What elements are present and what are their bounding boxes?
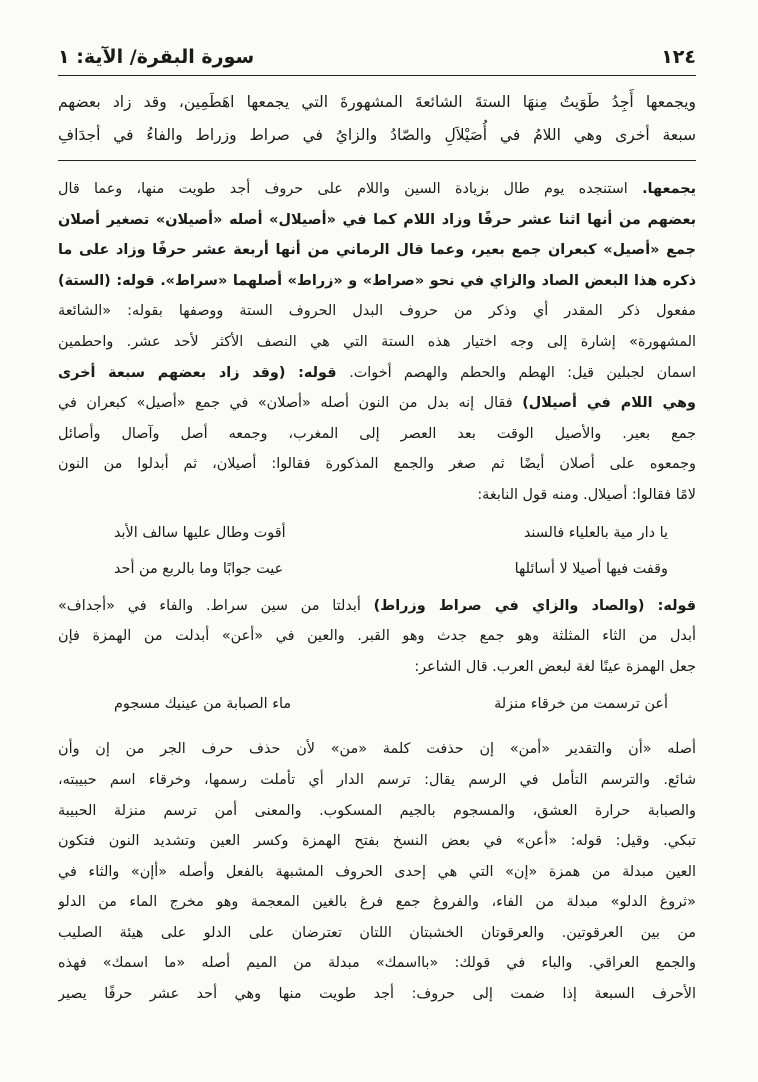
poetry-verse bbox=[58, 686, 696, 722]
commentary-line: المشهورة» إشارة إلى وجه اختيار هذه الستة التي هي النصف الأكثر لأحد عشر. واحطمين bbox=[58, 333, 696, 350]
matn-line: ويجمعها أَجِدُ طَوَيتُ مِنهَا الستةَ الشائعةَ المشهورةَ التي يجمعها اهَطَمِين، وقد زاد بعضهم bbox=[58, 93, 696, 111]
verse-first-hemistich: وقفت فيها أصيلا لا أسائلها bbox=[514, 560, 668, 577]
matn-line: سبعة أخرى وهي اللامُ في أُصَيْلاَلِ والصّادُ والزايُ في صراط وزراط والفاءُ في أجدَافِ bbox=[58, 126, 696, 144]
commentary-line: «ثروغ الدلو» مبدلة من الفاء، والفروغ جمع فرغ بالغين المعجمة وهو مخرج الماء من الدلو bbox=[58, 894, 696, 911]
separator-rule bbox=[58, 160, 696, 161]
qawluhu-label: قوله: bbox=[298, 364, 350, 381]
commentary-line: جمع «أصيل» كبعران جمع بعير، وعما قال الرماني من أنها أربعة عشر حرفًا وزاد على ما bbox=[58, 242, 696, 259]
verse-first-hemistich: يا دار مية بالعلياء فالسند bbox=[523, 524, 668, 541]
commentary-line: جمع بعير. والأصيل الوقت بعد العصر إلى المغرب، وجمعه أصل وآصال وأصائل bbox=[58, 425, 696, 442]
poetry-verse bbox=[58, 551, 696, 587]
quoted-phrase: (الستة) bbox=[58, 272, 117, 289]
plain-phrase: فقال إنه بدل من النون أصله «أصلان» في جمع «أصيل» كبعران في bbox=[58, 395, 523, 412]
bold-phrase: ذكره هذا البعض الصاد والزاي في نحو «صراط» و «زراط» أصلهما «سراط». bbox=[160, 272, 696, 289]
commentary-line: بعضهم من أنها اثنا عشر حرفًا وزاد اللام كما في «أصيلال» أصله «أصيلان» تصغير أصلان bbox=[58, 211, 696, 228]
bold-phrase: يجمعها. bbox=[642, 181, 696, 197]
plain-phrase: اسمان لجبلين قيل: الهطم والحطم والهصم أخوات. bbox=[349, 364, 696, 381]
commentary-line bbox=[58, 358, 696, 389]
commentary-line: مفعول ذكر المقدر أي وذكر من حروف البدل الحروف الستة ووصفها بقوله: «الشائعة bbox=[58, 303, 696, 320]
commentary-line bbox=[58, 174, 696, 205]
commentary-line bbox=[58, 591, 696, 622]
header-rule bbox=[58, 75, 696, 76]
plain-phrase: أبدلتا من سين سراط. والفاء في «أجداف» bbox=[58, 597, 374, 614]
commentary-line bbox=[58, 388, 696, 419]
verse-second-hemistich: ماء الصبابة من عينيك مسجوم bbox=[114, 696, 292, 713]
verse-second-hemistich: عيت جوابًا وما بالربع من أحد bbox=[114, 560, 284, 577]
commentary bbox=[58, 174, 696, 1010]
verse-second-hemistich: أقوت وطال عليها سالف الأبد bbox=[114, 524, 286, 541]
page-number: ١٢٤ bbox=[661, 46, 696, 68]
commentary-line bbox=[58, 266, 696, 297]
commentary-line: والصبابة حرارة العشق، والمسجوم بالجيم المسكوب. والمعنى أمن ترسم منزلة الحبيبة bbox=[58, 802, 696, 819]
verse-first-hemistich: أعن ترسمت من خرقاء منزلة bbox=[494, 696, 668, 713]
poetry-verse bbox=[58, 515, 696, 551]
commentary-line: وجمعوه على أصلان أيضًا ثم صغر والجمع المذكورة فقالوا: أصيلان، ثم أبدلوا من النون bbox=[58, 456, 696, 473]
commentary-line: شائع. والترسم التأمل في الرسم يقال: ترسم الدار أي تأملت رسمها، وخرقاء اسم حبيبته، bbox=[58, 771, 696, 788]
surah-reference: سورة البقرة/ الآية: ١ bbox=[58, 46, 255, 68]
commentary-line: أصله «أن والتقدير «أمن» إن حذفت كلمة «من» لأن حذف حرف الجر من إن وأن bbox=[58, 741, 696, 758]
matn-text bbox=[58, 86, 696, 152]
qawluhu-label: قوله: bbox=[657, 597, 696, 614]
commentary-line: من بين العرقوتين. والعرقوتان الخشبتان اللتان تعترضان على الدلو على هيئة الصليب bbox=[58, 924, 696, 941]
commentary-line: لامًا فقالوا: أصيلال. ومنه قول النابغة: bbox=[477, 486, 696, 503]
commentary-line: تبكي. وقيل: قوله: «أعن» في بعض النسخ بفتح الهمزة وكسر العين وتشديد النون فتكون bbox=[58, 833, 696, 850]
book-page bbox=[58, 0, 696, 1082]
commentary-line: جعل الهمزة عينًا لغة لبعض العرب. قال الشاعر: bbox=[414, 658, 696, 675]
page-header bbox=[58, 42, 696, 72]
commentary-line: العين مبدلة من همزة «إن» التي هي إحدى الحروف المشبهة بالفعل وأصله «أإن» والثاء في bbox=[58, 863, 696, 880]
commentary-line: والجمع العراقي. والباء في قولك: «بااسمك» مبدلة من الميم أصله «ما اسمك» فهذه bbox=[58, 955, 696, 972]
commentary-line: الأحرف السبعة إذا ضمت إلى حروف: أجد طويت منها وهي أحد عشر حرفًا يصير bbox=[58, 986, 696, 1003]
quoted-phrase: (وقد زاد بعضهم سبعة أخرى bbox=[58, 364, 299, 381]
plain-phrase: استنجده يوم طال بزيادة السين واللام على حروف أجد طويت منها، وعما قال bbox=[58, 181, 643, 197]
commentary-line: أبدل من الثاء المثلثة وهو جمع جدث وهو القبر. والعين في «أعن» أبدلت من الهمزة فإن bbox=[58, 628, 696, 645]
quoted-phrase: (والصاد والزاي في صراط وزراط) bbox=[373, 597, 658, 614]
quoted-phrase: وهي اللام في أصيلال) bbox=[522, 395, 696, 412]
qawluhu-label: قوله: bbox=[116, 272, 161, 289]
